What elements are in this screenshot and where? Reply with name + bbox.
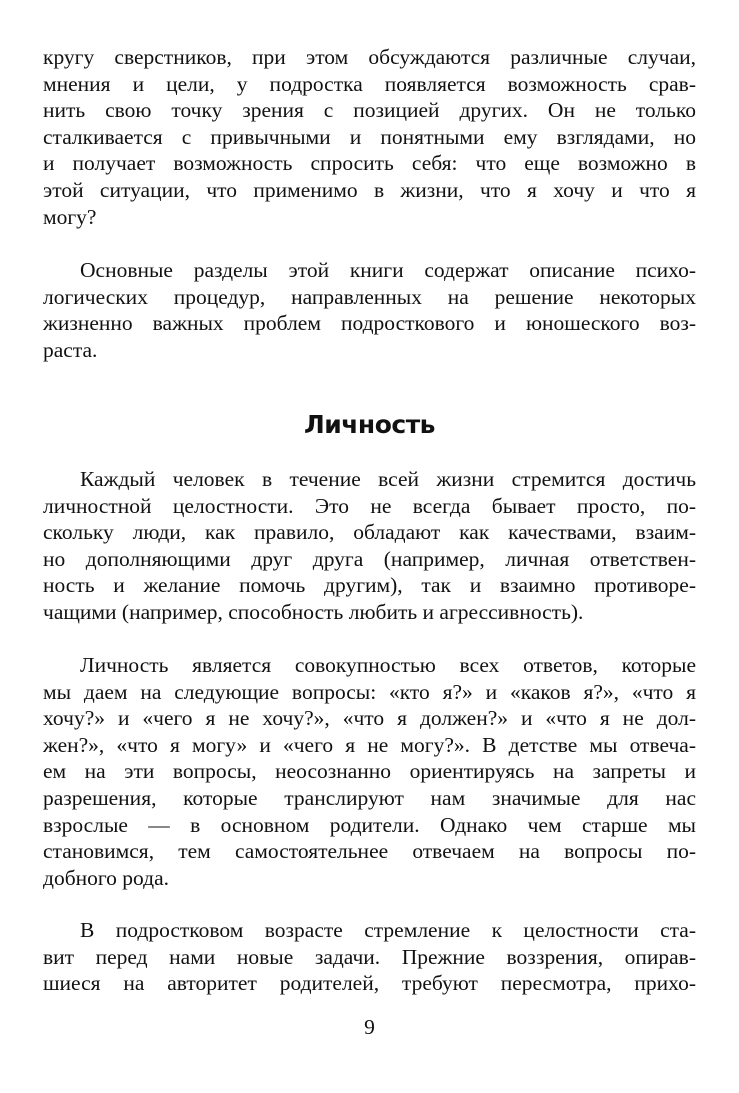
text-line: скольку люди, как правило, обладают как качествами, взаим- (43, 520, 696, 545)
text-line: мы даем на следующие вопросы: «кто я?» и «каков я?», «что я (43, 679, 696, 704)
paragraph-3 (43, 466, 696, 626)
text-line: Каждый человек в течение всей жизни стремится достичь (80, 467, 696, 491)
text-line: жизненно важных проблем подросткового и юношеского воз- (43, 311, 696, 336)
text-line: сталкивается с привычными и понятными ему взглядами, но (43, 124, 696, 149)
text-line: этой ситуации, что применимо в жизни, что я хочу и что я (43, 177, 696, 202)
text-line: раста. (43, 337, 98, 362)
text-line: В подростковом возрасте стремление к целостности ста- (80, 918, 696, 942)
text-line: чащими (например, способность любить и агрессивность). (43, 599, 584, 624)
paragraph-4 (43, 652, 696, 891)
paragraph-5 (43, 917, 696, 997)
text-line: нить свою точку зрения с позицией других. Он не только (43, 98, 696, 123)
text-line: но дополняющими друг друга (например, личная ответствен- (43, 546, 696, 571)
text-line: мнения и цели, у подростка появляется возможность срав- (43, 71, 696, 96)
text-line: Личность является совокупностью всех ответов, которые (80, 653, 696, 677)
section-heading: Личность (303, 410, 435, 439)
text-line: Основные разделы этой книги содержат описание психо- (80, 258, 696, 282)
text-line: и получает возможность спросить себя: что еще возможно в (43, 151, 696, 176)
text-line: ность и желание помочь другим), так и взаимно противоре- (43, 573, 696, 598)
text-line: разрешения, которые транслируют нам значимые для нас (43, 785, 696, 810)
text-line: ем на эти вопросы, неосознанно ориентируясь на запреты и (43, 759, 696, 784)
paragraph-2 (43, 257, 696, 363)
text-line: личностной целостности. Это не всегда бывает просто, по- (43, 493, 696, 518)
text-line: добного рода. (43, 865, 170, 890)
paragraph-1 (43, 44, 696, 230)
text-line: взрослые — в основном родители. Однако чем старше мы (43, 812, 696, 837)
text-line: жен?», «что я могу» и «чего я не могу?». В детстве мы отвеча- (43, 732, 696, 757)
text-line: шиеся на авторитет родителей, требуют пересмотра, прихо- (43, 971, 696, 996)
text-line: кругу сверстников, при этом обсуждаются различные случаи, (43, 45, 696, 69)
page-number: 9 (364, 1015, 375, 1039)
text-line: становимся, тем самостоятельнее отвечаем на вопросы по- (43, 839, 696, 864)
text-line: вит перед нами новые задачи. Прежние воззрения, опирав- (43, 944, 696, 969)
text-line: могу? (43, 204, 97, 229)
text-line: логических процедур, направленных на решение некоторых (43, 284, 696, 309)
text-line: хочу?» и «чего я не хочу?», «что я должен?» и «что я не дол- (43, 706, 696, 731)
